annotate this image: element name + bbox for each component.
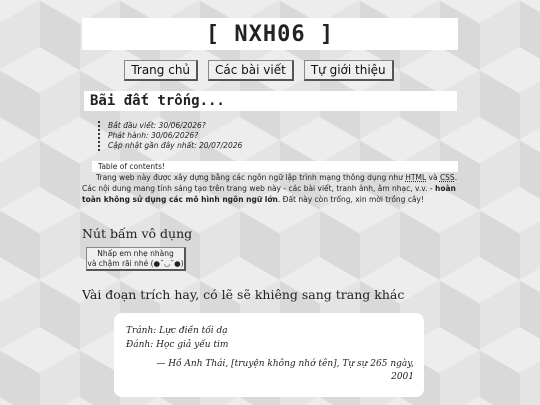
abbr-css: CSS	[439, 173, 455, 182]
useless-button[interactable]	[86, 247, 186, 271]
meta-published: Phát hành: 30/06/2026?	[108, 131, 199, 140]
page-title: Bãi đất trống...	[90, 93, 225, 109]
useless-button-line2: và chậm rãi nhé (●˘◡˘●)	[87, 259, 184, 268]
site-title: [ NXH06 ]	[205, 21, 335, 47]
intro-bold-claim: hoàn toàn không sử dụng các mô hình ngôn ngữ lớn	[82, 184, 456, 204]
page-title-bar	[84, 91, 457, 111]
main-nav	[0, 60, 540, 81]
nav-home-button[interactable]: Trang chủ	[124, 60, 198, 81]
intro-text-3: . Đất này còn trống, xin mời trồng cây!	[277, 195, 424, 204]
site-header	[82, 18, 458, 50]
quote-attribution-1: — Hồ Anh Thái, [truyện không nhớ tên], Tự sự 265 ngày,	[156, 359, 414, 369]
useless-button-line1: Nhấp em nhẹ nhàng	[97, 249, 174, 258]
useless-button-heading: Nút bấm vô dụng	[82, 226, 193, 241]
intro-text-2: . Các nội dung mang tính sáng tạo trên trang web này - các bài viết, tranh ảnh, âm nhạc, v.v. -	[82, 173, 458, 193]
nav-articles-button[interactable]: Các bài viết	[208, 60, 294, 81]
intro-paragraph	[82, 172, 462, 205]
quote-line-2: Đánh: Học giả yếu tim	[126, 340, 229, 350]
intro-text-and: và	[426, 173, 440, 182]
meta-started: Bắt đầu viết: 30/06/2026?	[108, 121, 206, 130]
nav-about-button[interactable]: Tự giới thiệu	[304, 60, 394, 81]
meta-updated: Cập nhật gần đây nhất: 20/07/2026	[108, 141, 243, 150]
abbr-html: HTML	[405, 173, 427, 182]
quote-card	[114, 313, 424, 397]
intro-text-1: Trang web này được xây dựng bằng các ngôn ngữ lập trình mạng thông dụng như	[96, 173, 406, 182]
quotes-heading: Vài đoạn trích hay, có lẽ sẽ khiêng sang trang khác	[82, 287, 405, 302]
toc-toggle[interactable]: Table of contents!	[92, 161, 458, 172]
quote-attribution-2: 2001	[391, 372, 414, 382]
post-meta	[98, 121, 242, 151]
quote-line-1: Tránh: Lực điền tối dạ	[126, 326, 228, 336]
